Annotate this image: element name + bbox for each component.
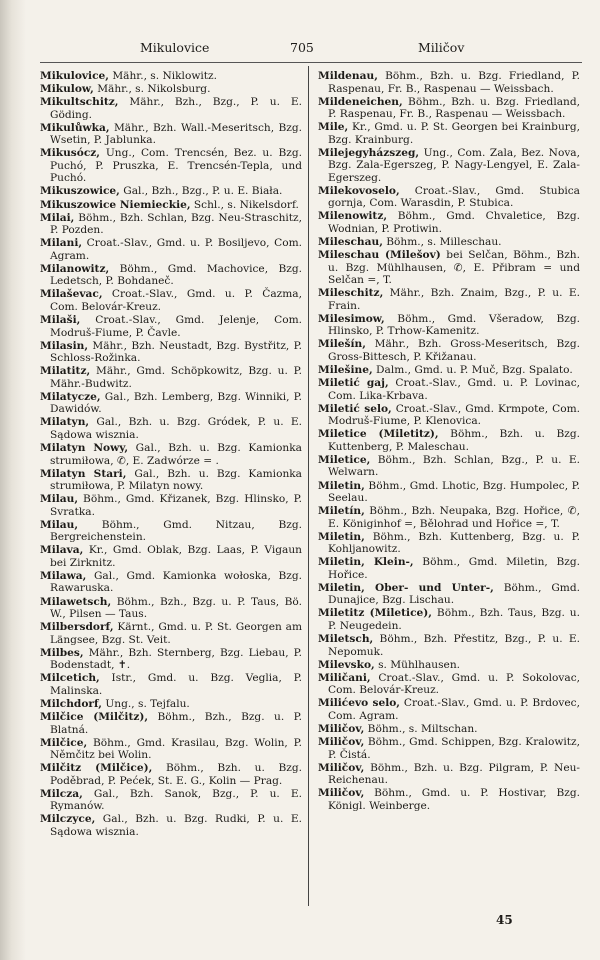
entry-headword: Milai,: [40, 211, 75, 224]
entry-headword: Miletice,: [318, 453, 371, 466]
gazetteer-entry: [40, 199, 302, 212]
entry-details: Böhm., Gmd. u. P. Hostivar, Bzg. Königl. Weinberge.: [328, 787, 580, 812]
entry-headword: Mikuszowice,: [40, 185, 120, 198]
entry-details: Böhm., Bzh. Schlan, Bzg. Neu-Straschitz, P. Pozden.: [50, 211, 302, 237]
entry-details: Mähr., Bzh. Neustadt, Bzg. Bystřitz, P. Schloss-Rožinka.: [50, 339, 302, 365]
entry-headword: Miletin,: [318, 479, 365, 492]
gazetteer-entry: [40, 596, 302, 621]
entry-details: Croat.-Slav., Gmd. u. P. Bosiljevo, Com. Agram.: [50, 237, 302, 262]
gazetteer-entry: [318, 454, 580, 479]
entry-headword: Miličov,: [318, 787, 365, 800]
entry-details: Böhm., Bzh. Schlan, Bzg., P. u. E. Welwarn.: [328, 453, 580, 479]
entry-headword: Milaši,: [40, 314, 81, 327]
page-header: [40, 40, 560, 58]
gazetteer-entry: [318, 531, 580, 556]
entry-headword: Miletić selo,: [318, 402, 392, 415]
entry-headword: Miletín,: [318, 505, 365, 518]
entry-headword: Mildeneichen,: [318, 95, 403, 108]
gazetteer-entry: [40, 237, 302, 262]
entry-details: Böhm., Gmd. Krasilau, Bzg. Wolin, P. Němčitz bei Wolin.: [50, 736, 302, 762]
entry-details: Ung., Com. Trencsén, Bez. u. Bzg. Puchó, P. Pruszka, E. Trencsén-Tepla, und Puchó.: [50, 147, 302, 185]
gazetteer-entry: [318, 364, 580, 377]
entry-headword: Milava,: [40, 544, 84, 557]
entry-headword: Milau,: [40, 518, 79, 531]
entry-details: Böhm., Bzh., Bzg. u. P. Taus, Bö. W., Pilsen — Taus.: [50, 595, 302, 621]
entry-details: Böhm., Bzh. u. Bzg. Kuttenberg, P. Maleschau.: [328, 428, 580, 453]
gazetteer-entry: [318, 428, 580, 453]
entry-details: Böhm., Bzh. u. Bzg. Friedland, P. Raspenau, Fr. B., Raspenau — Weissbach.: [328, 70, 580, 95]
entry-details: Gal., Bzh. Lemberg, Bzg. Winniki, P. Dawidów.: [50, 390, 302, 416]
entry-headword: Mikulow,: [40, 83, 94, 96]
gazetteer-entry: [40, 391, 302, 416]
left-column: [40, 70, 302, 839]
entry-headword: Mileschau (Milešov): [318, 249, 441, 262]
entry-details: Gal., Bzh., Bzg., P. u. E. Biała.: [119, 185, 283, 198]
entry-headword: Milekovoselo,: [318, 184, 400, 197]
gazetteer-entry: [40, 788, 302, 813]
gazetteer-entry: [318, 582, 580, 607]
entry-details: Mähr., Bzh. Znaim, Bzg., P. u. E. Frain.: [328, 287, 580, 312]
entry-headword: Milešine,: [318, 364, 373, 377]
entry-headword: Milau,: [40, 493, 79, 506]
gazetteer-entry: [318, 185, 580, 210]
entry-headword: Milešín,: [318, 338, 366, 351]
entry-headword: Milbes,: [40, 646, 84, 659]
entry-details: Gal., Bzh. u. Bzg. Gródek, P. u. E. Sądowa wisznia.: [50, 416, 302, 441]
entry-headword: Mileschitz,: [318, 287, 384, 300]
gazetteer-entry: [318, 672, 580, 697]
gazetteer-entry: [318, 697, 580, 722]
entry-headword: Mikulovice,: [40, 70, 109, 82]
gazetteer-entry: [40, 122, 302, 147]
entry-details: Ung., s. Tejfalu.: [102, 697, 190, 710]
entry-details: Böhm., Gmd. Machovice, Bzg. Ledetsch, P. Bohdaneč.: [50, 262, 302, 288]
gazetteer-entry: [40, 698, 302, 711]
gazetteer-entry: [318, 607, 580, 632]
entry-details: Schl., s. Nikelsdorf.: [190, 198, 299, 211]
gazetteer-entry: [318, 659, 580, 672]
entry-details: Böhm., Gmd. Chvaletice, Bzg. Wodnian, P. Protiwin.: [328, 210, 580, 235]
entry-details: Istr., Gmd. u. Bzg. Veglia, P. Malinska.: [50, 672, 302, 697]
entry-details: Kärnt., Gmd. u. P. St. Georgen am Längsee, Bzg. St. Veit.: [50, 621, 302, 646]
gazetteer-entry: [318, 377, 580, 402]
entry-headword: Milawetsch,: [40, 595, 112, 608]
page-number: 705: [290, 40, 314, 55]
entry-headword: Milićevo selo,: [318, 697, 400, 710]
entry-details: Böhm., Bzh. Přestitz, Bzg., P. u. E. Nepomuk.: [328, 633, 580, 658]
entry-headword: Mikulůwka,: [40, 121, 110, 134]
gazetteer-entry: [40, 263, 302, 288]
entry-headword: Milani,: [40, 237, 83, 250]
gazetteer-entry: [40, 672, 302, 697]
entry-details: s. Mühlhausen.: [374, 658, 461, 671]
entry-details: Böhm., s. Milleschau.: [382, 236, 502, 249]
entry-headword: Miletin, Ober- und Unter-,: [318, 581, 494, 594]
entry-headword: Milatycze,: [40, 390, 101, 403]
entry-details: Mähr., Bzh. Sternberg, Bzg. Liebau, P. Bodenstadt, ✝.: [50, 646, 302, 672]
gazetteer-entry: [318, 556, 580, 581]
signature-mark: 45: [496, 913, 513, 927]
header-right-keyword: Miličov: [418, 40, 465, 55]
gazetteer-entry: [318, 313, 580, 338]
gazetteer-entry: [40, 185, 302, 198]
entry-headword: Milcetich,: [40, 672, 100, 685]
entry-details: Böhm., Gmd. Všeradow, Bzg. Hlinsko, P. Trhow-Kamenitz.: [328, 312, 580, 338]
gazetteer-entry: [40, 813, 302, 838]
gazetteer-entry: [318, 287, 580, 312]
gazetteer-entry: [40, 711, 302, 736]
entry-headword: Milawa,: [40, 569, 87, 582]
entry-headword: Milenowitz,: [318, 210, 388, 223]
header-rule: [40, 62, 582, 63]
gazetteer-entry: [40, 212, 302, 237]
gazetteer-entry: [318, 147, 580, 185]
gazetteer-entry: [40, 762, 302, 787]
entry-details: Böhm., Bzh., Bzg. u. P. Blatná.: [50, 711, 302, 736]
entry-details: Böhm., Gmd. Dunajice, Bzg. Lischau.: [328, 581, 580, 607]
gazetteer-entry: [40, 70, 302, 83]
entry-details: Croat.-Slav., Gmd. Krmpote, Com. Modruš-Fiume, P. Klenovica.: [328, 402, 581, 428]
gazetteer-entry: [40, 96, 302, 121]
gazetteer-entry: [318, 723, 580, 736]
gazetteer-entry: [318, 96, 580, 121]
gazetteer-entry: [40, 340, 302, 365]
page-binding-edge: [0, 0, 26, 960]
gazetteer-entry: [40, 519, 302, 544]
gazetteer-entry: [40, 647, 302, 672]
gazetteer-entry: [318, 633, 580, 658]
gazetteer-entry: [318, 70, 580, 95]
entry-details: Böhm., s. Miltschan.: [364, 722, 478, 735]
gazetteer-entry: [40, 416, 302, 441]
entry-details: Böhm., Bzh. Neupaka, Bzg. Hořice, ✆, E. Königinhof =, Bělohrad und Hořice =, T.: [328, 505, 580, 530]
gazetteer-entry: [318, 505, 580, 530]
entry-details: Gal., Bzh. u. Bzg. Kamionka strumiłowa, ✆, E. Zadwórze = .: [50, 442, 302, 467]
entry-details: Kr., Gmd. Oblak, Bzg. Laas, P. Vigaun bei Zirknitz.: [50, 544, 302, 569]
entry-headword: Mikuszowice Niemieckie,: [40, 198, 191, 211]
entry-details: Mähr., Gmd. Schöpkowitz, Bzg. u. P. Mähr.-Budwitz.: [50, 365, 302, 390]
gazetteer-entry: [318, 249, 580, 287]
gazetteer-entry: [40, 468, 302, 493]
entry-details: Böhm., Gmd. Křizanek, Bzg. Hlinsko, P. Svratka.: [50, 493, 302, 518]
gazetteer-entry: [318, 121, 580, 146]
gazetteer-entry: [40, 621, 302, 646]
entry-details: Böhm., Gmd. Schippen, Bzg. Kralowitz, P. Čistá.: [328, 736, 580, 761]
entry-details: Gal., Bzh. Sanok, Bzg., P. u. E. Rymanów.: [50, 787, 302, 813]
entry-details: Böhm., Bzh. u. Bzg. Pilgram, P. Neu-Reichenau.: [328, 761, 580, 787]
entry-details: Croat.-Slav., Gmd. u. P. Sokolovac, Com. Belovár-Kreuz.: [328, 671, 580, 697]
entry-details: Böhm., Bzh. Taus, Bzg. u. P. Neugedein.: [328, 607, 580, 632]
column-divider: [308, 66, 309, 906]
entry-headword: Milbersdorf,: [40, 621, 114, 634]
gazetteer-entry: [318, 787, 580, 812]
entry-headword: Milatyn Stari,: [40, 467, 127, 480]
entry-headword: Milčitz (Milčice),: [40, 762, 153, 775]
entry-details: Kr., Gmd. u. P. St. Georgen bei Krainburg, Bzg. Krainburg.: [328, 121, 580, 146]
gazetteer-entry: [40, 314, 302, 339]
right-column: [318, 70, 580, 813]
entry-headword: Milatyn,: [40, 416, 90, 429]
entry-details: Mähr., s. Niklowitz.: [108, 70, 217, 82]
gazetteer-entry: [40, 737, 302, 762]
gazetteer-entry: [40, 83, 302, 96]
entry-details: Croat.-Slav., Gmd. Stubica gornja, Com. Warasdin, P. Stubica.: [328, 184, 580, 210]
entry-headword: Miletin, Klein-,: [318, 556, 414, 569]
gazetteer-entry: [318, 762, 580, 787]
header-left-keyword: Mikulovice: [140, 40, 210, 55]
gazetteer-entry: [40, 570, 302, 595]
gazetteer-entry: [40, 544, 302, 569]
gazetteer-entry: [318, 236, 580, 249]
entry-headword: Mildenau,: [318, 70, 378, 82]
entry-details: Gal., Gmd. Kamionka wołoska, Bzg. Rawaruska.: [50, 569, 302, 595]
gazetteer-entry: [40, 147, 302, 185]
entry-details: Böhm., Gmd. Nitzau, Bzg. Bergreichenstein.: [50, 518, 302, 544]
entry-headword: Milčice,: [40, 736, 88, 749]
entry-headword: Milcza,: [40, 787, 83, 800]
entry-details: Böhm., Gmd. Lhotic, Bzg. Humpolec, P. Seelau.: [328, 479, 580, 504]
entry-details: Croat.-Slav., Gmd. u. P. Čazma, Com. Belovár-Kreuz.: [50, 288, 302, 313]
entry-details: Böhm., Bzh. u. Bzg. Poděbrad, P. Pećek, St. E. G., Kolin — Prag.: [50, 762, 302, 787]
entry-headword: Miličani,: [318, 671, 371, 684]
gazetteer-entry: [318, 403, 580, 428]
entry-headword: Milanowitz,: [40, 262, 110, 275]
entry-headword: Miličov,: [318, 761, 365, 774]
entry-details: Croat.-Slav., Gmd. Jelenje, Com. Modruš-Fiume, P. Čavle.: [50, 314, 302, 339]
gazetteer-entry: [318, 480, 580, 505]
entry-headword: Milchdorf,: [40, 697, 102, 710]
entry-headword: Mile,: [318, 121, 349, 134]
gazetteer-entry: [318, 210, 580, 235]
entry-headword: Milatitz,: [40, 365, 91, 378]
entry-headword: Miličov,: [318, 736, 365, 749]
entry-headword: Miletice (Miletitz),: [318, 428, 439, 441]
entry-details: bei Selčan, Böhm., Bzh. u. Bzg. Mühlhausen, ✆, E. Přibram = und Selčan =, T.: [328, 249, 580, 287]
entry-headword: Miletitz (Miletice),: [318, 607, 432, 620]
entry-details: Böhm., Bzh. Kuttenberg, Bzg. u. P. Kohljanowitz.: [328, 530, 580, 556]
gazetteer-entry: [40, 493, 302, 518]
entry-headword: Milasin,: [40, 339, 89, 352]
entry-details: Mähr., s. Nikolsburg.: [93, 83, 211, 96]
entry-headword: Miletin,: [318, 530, 365, 543]
entry-details: Dalm., Gmd. u. P. Muč, Bzg. Spalato.: [372, 364, 573, 377]
entry-details: Mähr., Bzh. Gross-Meseritsch, Bzg. Gross-Bittesch, P. Křižanau.: [328, 338, 580, 363]
entry-headword: Milatyn Nowy,: [40, 442, 129, 454]
gazetteer-entry: [318, 736, 580, 761]
entry-headword: Miletić gaj,: [318, 377, 389, 390]
entry-details: Ung., Com. Zala, Bez. Nova, Bzg. Zala-Egerszeg, P. Nagy-Lengyel, E. Zala-Egerszeg.: [328, 146, 580, 184]
gazetteer-entry: [40, 442, 302, 467]
entry-details: Croat.-Slav., Gmd. u. P. Brdovec, Com. Agram.: [328, 697, 580, 722]
gazetteer-entry: [40, 288, 302, 313]
entry-details: Croat.-Slav., Gmd. u. P. Lovinac, Com. Lika-Krbava.: [328, 377, 580, 402]
entry-headword: Miletsch,: [318, 633, 374, 646]
entry-details: Gal., Bzh. u. Bzg. Rudki, P. u. E. Sądowa wisznia.: [50, 813, 302, 838]
entry-headword: Mikusócz,: [40, 147, 100, 160]
entry-headword: Milevsko,: [318, 658, 375, 671]
entry-details: Mähr., Bzh. Wall.-Meseritsch, Bzg. Wsetin, P. Jablunka.: [50, 121, 302, 147]
entry-headword: Milaševac,: [40, 288, 103, 301]
entry-headword: Milejegyházszeg,: [318, 146, 420, 159]
entry-details: Böhm., Gmd. Miletin, Bzg. Hořice.: [328, 556, 580, 581]
entry-headword: Milczyce,: [40, 813, 96, 826]
gazetteer-entry: [318, 338, 580, 363]
entry-headword: Miličov,: [318, 722, 365, 735]
entry-details: Gal., Bzh. u. Bzg. Kamionka strumiłowa, P. Milatyn nowy.: [50, 467, 302, 493]
entry-headword: Mikultschitz,: [40, 96, 119, 109]
entry-headword: Milčice (Milčitz),: [40, 711, 149, 724]
entry-details: Böhm., Bzh. u. Bzg. Friedland, P. Raspenau, Fr. B., Raspenau — Weissbach.: [328, 95, 580, 121]
entry-headword: Milesimow,: [318, 312, 385, 325]
entry-headword: Mileschau,: [318, 236, 383, 249]
gazetteer-entry: [40, 365, 302, 390]
entry-details: Mähr., Bzh., Bzg., P. u. E. Göding.: [50, 96, 302, 121]
